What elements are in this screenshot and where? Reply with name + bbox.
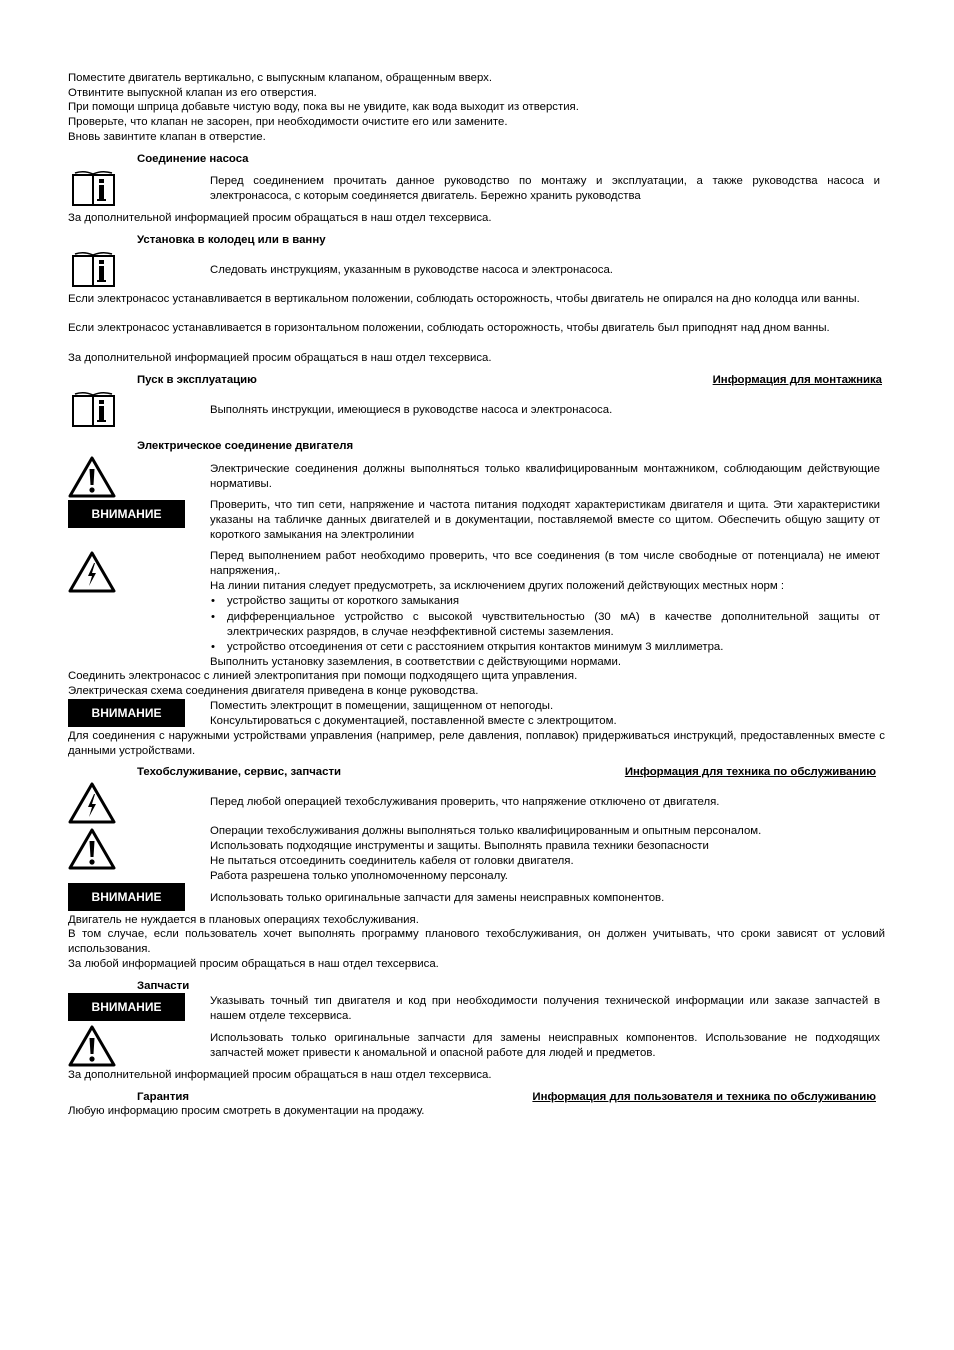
contact-text: За любой информацией просим обращаться в наш отдел техсервиса. bbox=[68, 958, 439, 970]
audience-label-installer: Информация для монтажника bbox=[712, 374, 882, 386]
warning-badge: ВНИМАНИЕ bbox=[68, 993, 185, 1021]
intro-line: Отвинтите выпускной клапан из его отверстия. bbox=[68, 87, 317, 99]
electrical-text-grounding: Выполнить установку заземления, в соответствии с действующими нормами. bbox=[210, 656, 622, 668]
electric-hazard-icon bbox=[67, 781, 117, 825]
warning-triangle-icon bbox=[67, 1024, 117, 1068]
well-install-text: Следовать инструкциям, указанным в руководстве насоса и электронасоса. bbox=[210, 264, 613, 276]
electrical-text-weather: Поместить электрощит в помещении, защищенном от непогоды. bbox=[210, 700, 554, 712]
maintenance-text-authorized: Работа разрешена только уполномоченному персоналу. bbox=[210, 870, 508, 882]
electrical-text-docs: Консультироваться с документацией, поставленной вместе с электрощитом. bbox=[210, 715, 617, 727]
maintenance-text-tools: Использовать подходящие инструменты и защиты. Выполнять правила техники безопасности bbox=[210, 840, 709, 852]
parts-text-order: Указывать точный тип двигателя и код при необходимости получения технической информации или заказе запчастей в нашем отделе техсервиса. bbox=[210, 995, 880, 1022]
intro-line: Поместите двигатель вертикально, с выпускным клапаном, обращенным вверх. bbox=[68, 72, 493, 84]
section-title-warranty: Гарантия bbox=[137, 1091, 190, 1103]
well-vertical-text: Если электронасос устанавливается в вертикальном положении, соблюдать осторожность, чтобы двигатель не опирался на дно колодца или ванны. bbox=[68, 293, 860, 305]
manual-info-icon bbox=[71, 251, 116, 289]
contact-text: За дополнительной информацией просим обращаться в наш отдел техсервиса. bbox=[68, 212, 492, 224]
warning-badge: ВНИМАНИЕ bbox=[68, 500, 185, 528]
electrical-text-diagram: Электрическая схема соединения двигателя приведена в конце руководства. bbox=[68, 685, 479, 697]
warranty-text: Любую информацию просим смотреть в документации на продажу. bbox=[68, 1105, 425, 1117]
list-item: • устройство отсоединения от сети с расстоянием открытия контактов минимум 3 миллиметра. bbox=[210, 640, 880, 655]
list-item: • дифференциальное устройство с высокой чувствительностью (30 мА) в качестве дополнительной защиты от электрических разрядов, в случае неэффективной системы заземления. bbox=[210, 610, 880, 640]
maintenance-text-original-parts: Использовать только оригинальные запчасти для замены неисправных компонентов. bbox=[210, 892, 665, 904]
warning-triangle-icon bbox=[67, 455, 117, 499]
section-title-pump-connection: Соединение насоса bbox=[137, 153, 249, 165]
warning-badge: ВНИМАНИЕ bbox=[68, 883, 185, 911]
maintenance-text-personnel: Операции техобслуживания должны выполняться только квалифицированным и опытным персоналом. bbox=[210, 825, 762, 837]
section-title-parts: Запчасти bbox=[137, 980, 190, 992]
electrical-text-control-panel: Соединить электронасос с линией электропитания при помощи подходящего щита управления. bbox=[68, 670, 578, 682]
audience-label-technician: Информация для техника по обслуживанию bbox=[624, 766, 876, 778]
audience-label-user-technician: Информация для пользователя и техника по обслуживанию bbox=[532, 1091, 876, 1103]
warning-triangle-icon bbox=[67, 827, 117, 871]
electrical-text-supply: На линии питания следует предусмотреть, за исключением других положений действующих местных норм : bbox=[210, 580, 785, 592]
manual-info-icon bbox=[71, 391, 116, 429]
electric-hazard-icon bbox=[67, 550, 117, 594]
maintenance-text-no-service: Двигатель не нуждается в плановых операциях техобслуживания. bbox=[68, 914, 419, 926]
list-item: • устройство защиты от короткого замыкания bbox=[210, 594, 880, 609]
electrical-text-qualified: Электрические соединения должны выполняться только квалифицированным монтажником, соблюдающим действующие нормативы. bbox=[210, 463, 880, 490]
maintenance-text-voltage: Перед любой операцией техобслуживания проверить, что напряжение отключено от двигателя. bbox=[210, 796, 720, 808]
pump-connection-text: Перед соединением прочитать данное руководство по монтажу и эксплуатации, а также руководства насоса и электронасоса, с которым соединяется двигатель. Бережно хранить руководства bbox=[210, 175, 880, 202]
maintenance-text-cable: Не пытаться отсоединить соединитель кабеля от головки двигателя. bbox=[210, 855, 574, 867]
electrical-text-network: Проверить, что тип сети, напряжение и частота питания подходят характеристикам двигателя и щита. Эти характеристики указаны на табличке данных двигателей и в документации, поставляемой вместе со щитом. Обеспечить общую защиту от короткого замыкания на электролинии bbox=[210, 499, 880, 541]
manual-info-icon bbox=[71, 170, 116, 208]
contact-text: За дополнительной информацией просим обращаться в наш отдел техсервиса. bbox=[68, 1069, 492, 1081]
electrical-text-external: Для соединения с наружными устройствами управления (например, реле давления, поплавок) придерживаться инструкций, предоставленных вместе с данными устройствами. bbox=[68, 730, 885, 757]
intro-line: Вновь завинтите клапан в отверстие. bbox=[68, 131, 266, 143]
section-title-electrical: Электрическое соединение двигателя bbox=[137, 440, 354, 452]
startup-text: Выполнять инструкции, имеющиеся в руководстве насоса и электронасоса. bbox=[210, 404, 613, 416]
warning-badge: ВНИМАНИЕ bbox=[68, 699, 185, 727]
section-title-startup: Пуск в эксплуатацию bbox=[137, 374, 257, 386]
section-title-well-install: Установка в колодец или в ванну bbox=[137, 234, 326, 246]
contact-text: За дополнительной информацией просим обращаться в наш отдел техсервиса. bbox=[68, 352, 492, 364]
intro-line: Проверьте, что клапан не засорен, при необходимости очистите его или замените. bbox=[68, 116, 508, 128]
maintenance-text-schedule: В том случае, если пользователь хочет выполнять программу планового техобслуживания, он должен учитывать, что сроки зависят от условий использования. bbox=[68, 928, 885, 955]
well-horizontal-text: Если электронасос устанавливается в горизонтальном положении, соблюдать осторожность, чтобы двигатель был приподнят над дном ванны. bbox=[68, 322, 830, 334]
parts-text-original: Использовать только оригинальные запчасти для замены неисправных компонентов. Использование не подходящих запчастей может привести к аномальной и опасной работе для людей и предметов. bbox=[210, 1032, 880, 1059]
intro-line: При помощи шприца добавьте чистую воду, пока вы не увидите, как вода выходит из отверстия. bbox=[68, 101, 579, 113]
section-title-maintenance: Техобслуживание, сервис, запчасти bbox=[137, 766, 342, 778]
electrical-text-voltage-check: Перед выполнением работ необходимо проверить, что все соединения (в том числе свободные от потенциала) не имеют напряжения,. bbox=[210, 550, 880, 577]
